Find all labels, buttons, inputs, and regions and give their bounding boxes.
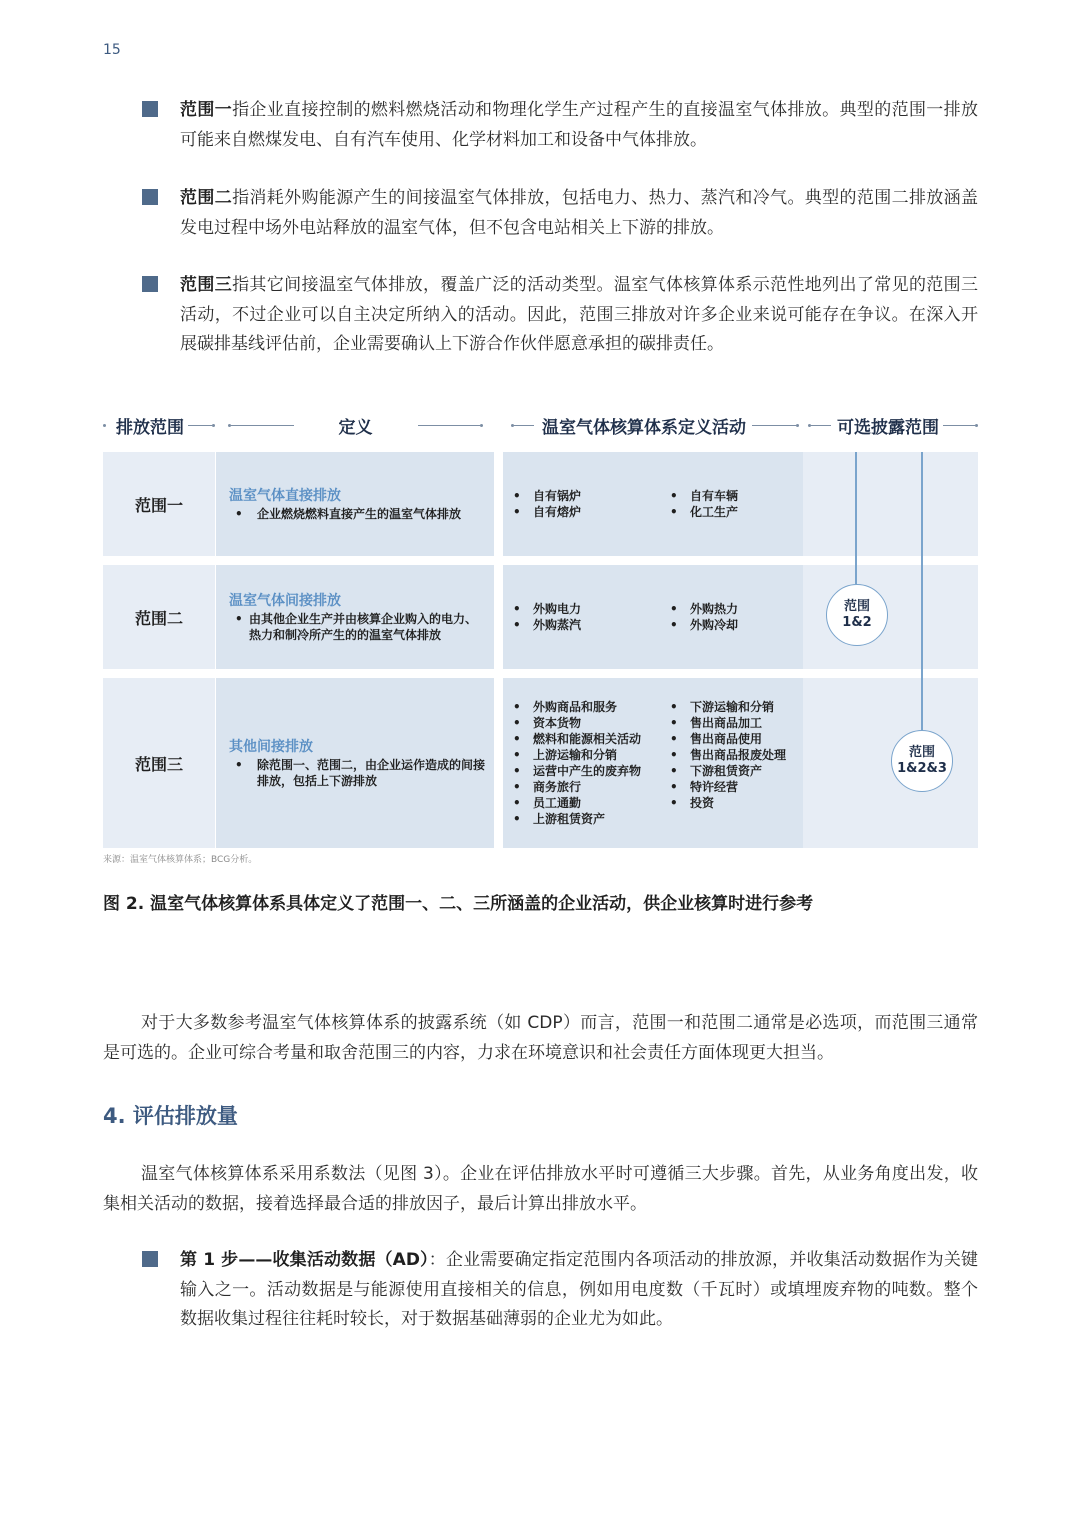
activities-cell [503,678,803,848]
definition-cell [216,452,494,556]
definition-title: 温室气体间接排放 [229,593,341,609]
header-label: 可选披露范围 [837,417,939,438]
header-scope [103,410,215,440]
bullet-text: 指其它间接温室气体排放，覆盖广泛的活动类型。温室气体核算体系示范性地列出了常见的范围三活动，不过企业可以自主决定所纳入的活动。因此，范围三排放对许多企业来说可能存在争议。在深入开展碳排基线评估前，企业需要确认上下游合作伙伴愿意承担的碳排责任。 [180,275,979,354]
bullet-square-icon [142,276,158,292]
activity-item: • 特许经营 [668,779,786,795]
bullet-square-icon [142,101,158,117]
activity-item: • 自有锅炉 [511,488,581,504]
activities-cell [503,452,803,556]
definition-item: • 由其他企业生产并由核算企业购入的电力、热力和制冷所产生的的温室气体排放 [229,611,486,643]
paragraph: 对于大多数参考温室气体核算体系的披露系统（如 CDP）而言，范围一和范围二通常是必选项，而范围三通常是可选的。企业可综合考量和取舍范围三的内容，力求在环境意识和社会责任方面体现更大担当。 [103,1013,978,1063]
activity-item: • 外购热力 [668,601,738,617]
header-definition [228,410,483,440]
scope-cell [103,452,215,556]
scope-cell [103,678,215,848]
scope1-bullet [142,96,978,155]
activity-item: • 上游租赁资产 [511,811,641,827]
bullet-term: 范围三 [180,275,233,295]
header-label: 定义 [338,417,373,438]
activity-item: • 外购商品和服务 [511,699,641,715]
activity-item: • 售出商品报废处理 [668,747,786,763]
scope-1-2-circle [826,584,888,646]
activity-item: • 售出商品使用 [668,731,786,747]
table-row [103,678,978,848]
bullet-term: 范围二 [180,188,233,208]
definition-item: • 除范围一、范围二，由企业运作造成的间接排放，包括上下游排放 [229,757,486,789]
bullet-square-icon [142,1251,158,1267]
activity-item: • 下游运输和分销 [668,699,786,715]
scope3-bullet [142,271,978,360]
activity-item: • 售出商品加工 [668,715,786,731]
figure-caption: 图 2. 温室气体核算体系具体定义了范围一、二、三所涵盖的企业活动，供企业核算时进行参考 [103,894,814,914]
activity-item: • 运营中产生的废弃物 [511,763,641,779]
optional-cell [803,452,978,556]
scope-1-2-3-circle [891,730,953,792]
scope-label: 范围一 [134,495,183,515]
scope-label: 范围二 [134,608,183,628]
bullet-text: 指企业直接控制的燃料燃烧活动和物理化学生产过程产生的直接温室气体排放。典型的范围一排放可能来自燃煤发电、自有汽车使用、化学材料加工和设备中气体排放。 [180,100,979,150]
activity-item: • 资本货物 [511,715,641,731]
activity-item: • 外购冷却 [668,617,738,633]
header-activities [511,410,799,440]
table-row [103,452,978,556]
activity-item: • 商务旅行 [511,779,641,795]
figure-header [103,410,978,440]
scope-label: 范围三 [134,754,183,774]
bullet-term: 范围一 [180,100,233,120]
definition-item: • 企业燃烧燃料直接产生的温室气体排放 [229,506,486,522]
section-title: 4. 评估排放量 [103,1104,238,1128]
activity-item: • 自有车辆 [668,488,738,504]
activity-item: • 下游租赁资产 [668,763,786,779]
activity-item: • 外购电力 [511,601,581,617]
scope2-bullet [142,184,978,243]
header-optional [808,410,978,440]
circle-label: 范围 [908,745,935,760]
page-number: 15 [103,42,121,58]
step1-bullet [142,1246,978,1335]
connector-line [921,452,923,730]
bullet-term: 第 1 步——收集活动数据（AD） [180,1250,429,1270]
definition-cell [216,565,494,669]
scope-cell [103,565,215,669]
bullet-square-icon [142,189,158,205]
activity-item: • 燃料和能源相关活动 [511,731,641,747]
activity-item: • 员工通勤 [511,795,641,811]
activity-item: • 上游运输和分销 [511,747,641,763]
paragraph: 温室气体核算体系采用系数法（见图 3）。企业在评估排放水平时可遵循三大步骤。首先，从业务角度出发，收集相关活动的数据，接着选择最合适的排放因子，最后计算出排放水平。 [103,1164,978,1214]
activities-cell [503,565,803,669]
bullet-text: 指消耗外购能源产生的间接温室气体排放，包括电力、热力、蒸汽和冷气。典型的范围二排放涵盖发电过程中场外电站释放的温室气体，但不包含电站相关上下游的排放。 [180,188,979,238]
figure-source: 来源：温室气体核算体系；BCG分析。 [103,855,258,865]
definition-cell [216,678,494,848]
definition-title: 其他间接排放 [229,739,313,755]
header-label: 排放范围 [116,417,184,438]
connector-line [855,452,857,584]
circle-label: 范围 [843,599,870,614]
activity-item: • 投资 [668,795,786,811]
header-label: 温室气体核算体系定义活动 [542,417,746,438]
activity-item: • 外购蒸汽 [511,617,581,633]
circle-label: 1&2 [842,615,872,630]
bullet-text: ：企业需要确定指定范围内各项活动的排放源，并收集活动数据作为关键输入之一。活动数据是与能源使用直接相关的信息，例如用电度数（千瓦时）或填埋废弃物的吨数。整个数据收集过程往往耗时较长，对于数据基础薄弱的企业尤为如此。 [180,1250,979,1329]
definition-title: 温室气体直接排放 [229,488,341,504]
activity-item: • 化工生产 [668,504,738,520]
circle-label: 1&2&3 [897,761,947,776]
activity-item: • 自有熔炉 [511,504,581,520]
